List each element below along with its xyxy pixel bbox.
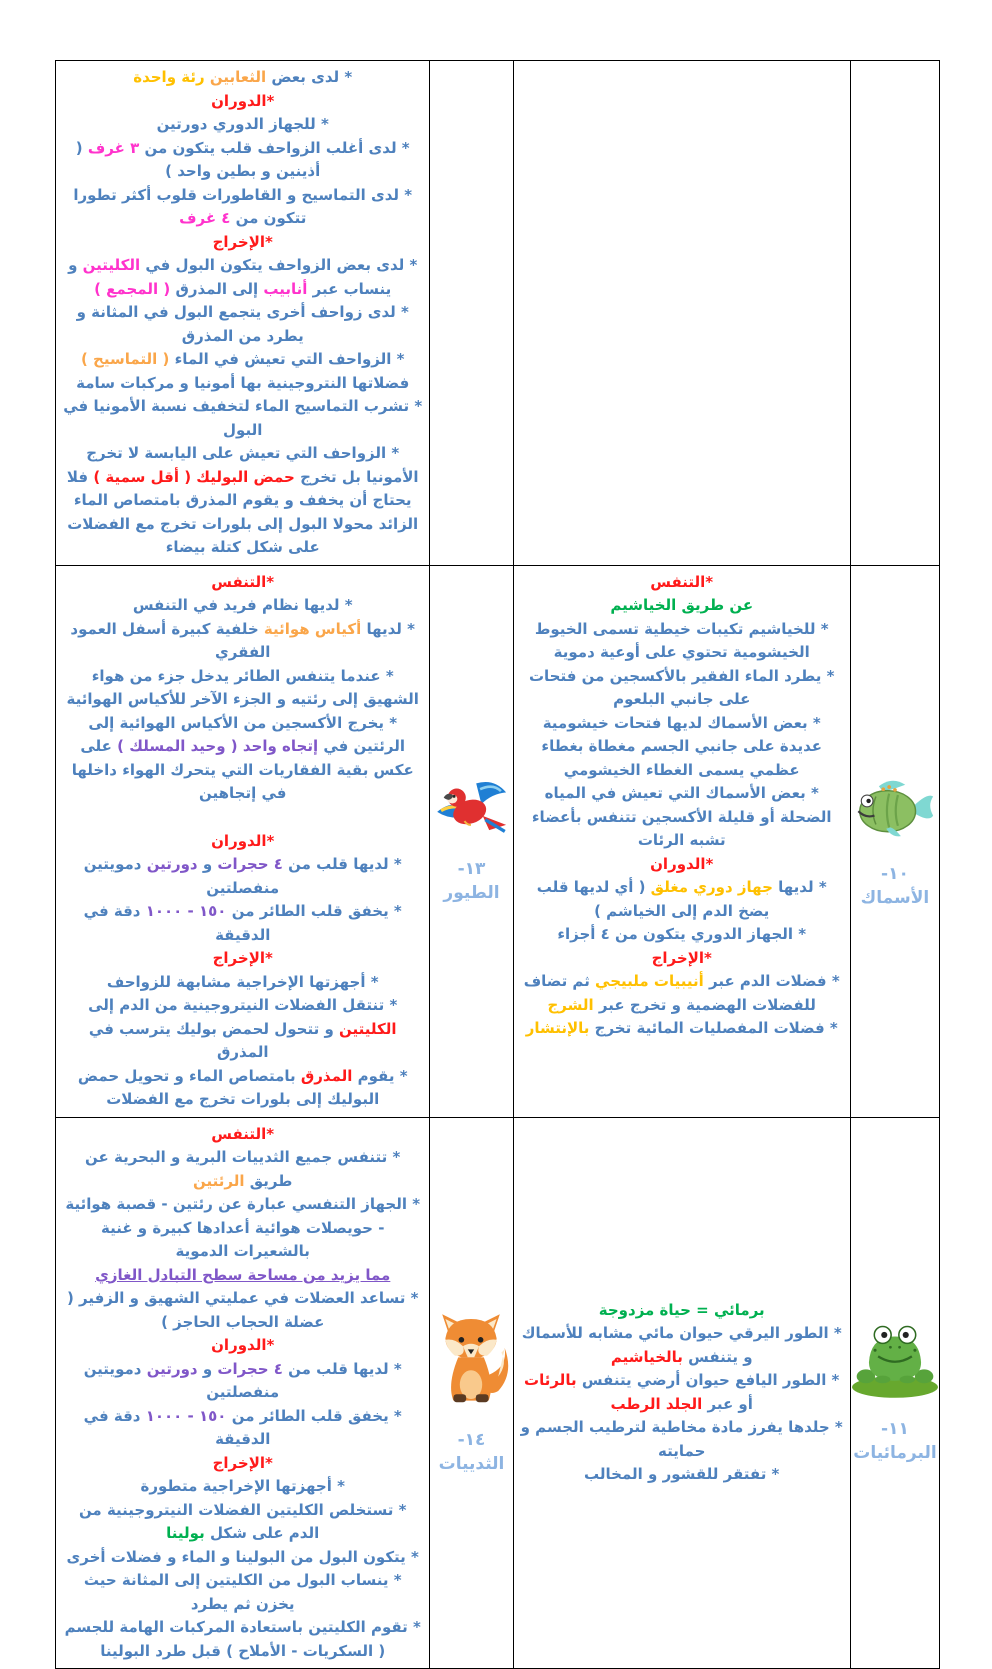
text-segment: * تتنفس جميع الثدييات البرية و البحرية عن طريق [85, 1148, 401, 1190]
note-line [521, 594, 843, 618]
text-segment: ٤ غرف [179, 209, 231, 227]
note-line [63, 66, 422, 90]
note-line [63, 1452, 422, 1476]
note-line [521, 712, 843, 783]
note-line [521, 571, 843, 595]
text-segment: أنابيب [263, 279, 308, 298]
table-row [56, 565, 940, 1117]
table-row [56, 61, 940, 566]
note-line [63, 1358, 422, 1405]
note-line [63, 1616, 422, 1663]
note-line [63, 1569, 422, 1616]
note-line [63, 994, 422, 1065]
note-line [521, 1322, 843, 1369]
fish-label-wrap [853, 773, 937, 909]
note-line [63, 90, 422, 114]
text-segment: *الإخراج [212, 1453, 273, 1472]
text-segment: فلا يحتاج أن يخفف و يقوم المذرق بامتصاص الماء الزائد محولا البول إلى بلورات تخرج مع الفضلات على شكل كتلة بيضاء [66, 467, 419, 556]
text-segment: * تشرب التماسيح الماء لتخفيف نسبة الأمونيا في البول [63, 397, 423, 439]
fish-label-title: الأسماك [860, 888, 930, 908]
amphibians-label-wrap [853, 1322, 937, 1464]
note-line [63, 830, 422, 854]
text-segment: إلى المذرق [170, 279, 264, 298]
text-segment: * يقوم [352, 1066, 408, 1085]
empty-cell-bird-label [430, 61, 513, 566]
fish-notes [513, 565, 850, 1117]
note-line [63, 395, 422, 442]
mammals-label [430, 1117, 513, 1669]
note-line [521, 970, 843, 1017]
text-segment: بالرئات [524, 1371, 577, 1390]
birds-label-wrap [432, 778, 510, 904]
mammals-label-number: ١٤- [457, 1429, 486, 1450]
text-segment: فضلاتها النتروجينية بها أمونيا و مركبات سامة [76, 373, 410, 392]
table-row [56, 1117, 940, 1669]
text-segment: * بعض الأسماك التي تعيش في المياه الضحلة أو قليلة الأكسجين تتنفس بأعضاء تشبه الرئات [531, 784, 832, 849]
text-segment: * تقوم الكليتين باستعادة المركبات الهامة للجسم ( السكريات - الأملاح ) قبل طرد البولينا [64, 1618, 421, 1660]
text-segment: ٤ حجرات [217, 1359, 283, 1378]
note-line [521, 618, 843, 665]
text-segment: * عندما يتنفس الطائر يدخل جزء من هواء الشهيق إلى رئتيه و الجزء الآخر للأكياس الهوائية [66, 666, 419, 708]
note-line [63, 1193, 422, 1264]
text-segment: * يخرج الأكسجين من الأكياس الهوائية إلى الرئتين في [88, 713, 406, 755]
text-segment: بولينا [166, 1524, 205, 1542]
text-segment: * لدى أغلب الزواحف قلب يتكون من [139, 138, 410, 157]
text-segment: * فضلات الدم عبر [703, 972, 840, 990]
note-line [63, 665, 422, 712]
note-line [63, 1499, 422, 1546]
note-line [521, 665, 843, 712]
amphibians-notes [513, 1117, 850, 1669]
text-segment: * تفتقر للقشور و المخالب [584, 1465, 780, 1484]
text-segment: * للجهاز الدوري دورتين [156, 115, 329, 133]
note-line [521, 923, 843, 947]
text-segment: * لدى زواحف أخرى يتجمع البول في المثانة و يطرد من المذرق [76, 303, 409, 345]
text-segment: * تنتقل الفضلات النيتروجينية من الدم إلى [88, 996, 398, 1014]
text-segment: دقة في الدقيقة [83, 1406, 271, 1448]
text-segment: بالخياشيم [610, 1347, 683, 1366]
note-line [521, 1463, 843, 1487]
text-segment: * لديها [772, 878, 827, 896]
text-segment: * تساعد العضلات في عمليتي الشهيق و الزفير ( عضلة الحجاب الحاجز ) [66, 1289, 419, 1331]
note-line [63, 1287, 422, 1334]
text-segment: * لدى التماسيح و القاطورات قلوب أكثر تطورا تتكون من [73, 185, 413, 227]
text-segment: * لدى بعض الزواحف يتكون البول في [140, 256, 418, 274]
text-segment: أنيبيات ملبيجي [595, 972, 704, 990]
text-segment: جهاز دوري مغلق [650, 878, 773, 896]
text-segment: ١٥٠ - ١٠٠٠ [145, 1406, 227, 1425]
text-segment: ( أي لديها قلب يضخ الدم إلى الخياشم ) [536, 878, 770, 920]
text-segment: * الطور اليافع حيوان أرضي يتنفس [576, 1371, 840, 1390]
text-segment: * لديها [361, 619, 416, 638]
text-segment: الشرج [547, 995, 594, 1014]
text-segment: * يطرد الماء الفقير بالأكسجين من فتحات على جانبي البلعوم [528, 666, 835, 708]
notes-table [55, 60, 940, 1669]
text-segment: بامتصاص الماء و تحويل حمض البوليك إلى بلورات تخرج مع الفضلات [77, 1066, 380, 1108]
text-segment: الكليتين [82, 256, 141, 274]
text-segment: دورتين [146, 1359, 198, 1378]
mammals-label-wrap [432, 1311, 510, 1475]
text-segment: دقة في الدقيقة [83, 902, 271, 944]
note-line [63, 184, 422, 231]
text-segment: * تستخلص الكليتين الفضلات النيتروجينية من الدم على شكل [78, 1500, 407, 1542]
text-segment: ( أذينين و بطين واحد ) [75, 138, 321, 180]
text-segment: * جلدها يفرز مادة مخاطية لترطيب الجسم و حمايته [520, 1418, 843, 1460]
text-segment: الثعابين [209, 68, 267, 86]
amphibians-label-number: ١١- [881, 1418, 909, 1439]
text-segment: * بعض الأسماك لديها فتحات خيشومية عديدة على جانبي الجسم مغطاة بغطاء عظمي يسمى الغطاء الخيشومي [541, 713, 822, 779]
text-segment: دورتين [146, 855, 198, 873]
text-segment: دمويتين منفصلتين [83, 855, 280, 897]
note-line [63, 348, 422, 395]
text-segment: على عكس بقية الفقاريات التي يتحرك الهواء داخلها في إتجاهين [71, 737, 414, 802]
text-segment: * الجهاز التنفسي عبارة عن رئتين - قصبة هوائية - حويصلات هوائية أعدادها كبيرة و غنية بالشعيرات الدموية [65, 1195, 421, 1260]
text-segment: و تتحول لحمض بوليك يترسب في المذرق [88, 1019, 339, 1061]
text-segment: * الجهاز الدوري يتكون من ٤ أجزاء [557, 925, 807, 943]
text-segment: مما يزيد من مساحة سطح التبادل الغازي [95, 1265, 391, 1284]
text-segment: و ينساب عبر [68, 256, 392, 298]
fox-icon [431, 1311, 511, 1411]
text-segment: *الإخراج [212, 232, 273, 251]
text-segment: *الدوران [650, 854, 714, 873]
fish-label-number: ١٠- [881, 864, 909, 884]
text-segment: * لديها قلب من [282, 855, 402, 873]
text-segment: المذرق [300, 1066, 353, 1085]
reptiles-notes [56, 61, 430, 566]
text-segment: * لديها قلب من [282, 1359, 402, 1378]
text-segment: * فضلات المفصليات المائية تخرج [589, 1019, 838, 1037]
text-segment: * يخفق قلب الطائر من [226, 902, 402, 920]
text-segment: و [197, 855, 218, 873]
text-segment: ثم تضاف للفضلات الهضمية و تخرج عبر [523, 972, 816, 1014]
note-line [63, 853, 422, 900]
empty-cell-fish-label [850, 61, 939, 566]
birds-notes [56, 565, 430, 1117]
note-line [521, 1299, 843, 1323]
note-line [521, 1017, 843, 1041]
text-segment: *الدوران [211, 831, 275, 850]
text-segment: الجلد الرطب [610, 1394, 703, 1413]
text-segment: ٣ غرف [87, 138, 140, 157]
text-segment: * لدى بعض [266, 68, 353, 86]
fish-icon [851, 773, 939, 845]
text-segment: دمويتين منفصلتين [83, 1359, 280, 1401]
text-segment: * الزواحف التي تعيش على اليابسة لا تخرج الأمونيا بل تخرج [86, 444, 419, 486]
note-line [63, 806, 422, 830]
fish-label [850, 565, 939, 1117]
text-segment: * للخياشيم تكيبات خيطية تسمى الخيوط الخيشومية تحتوي على أوعية دموية [534, 619, 829, 661]
text-segment: أو عبر [702, 1394, 753, 1413]
amphibians-label-title: البرمائيات [853, 1442, 937, 1463]
text-segment: *التنفس [650, 572, 714, 591]
note-line [63, 971, 422, 995]
text-segment: الرئتين [193, 1171, 245, 1190]
text-segment: *الإخراج [212, 949, 273, 967]
note-line [521, 1369, 843, 1416]
parrot-icon [432, 778, 510, 840]
note-line [63, 231, 422, 255]
note-line [63, 1475, 422, 1499]
note-line [63, 594, 422, 618]
note-line [63, 618, 422, 665]
text-segment: * لديها نظام فريد في التنفس [132, 596, 353, 614]
note-line [63, 254, 422, 301]
text-segment: أكياس هوائية [263, 619, 362, 638]
text-segment: رئة واحدة [133, 68, 205, 86]
note-line [521, 947, 843, 971]
text-segment: *الدوران [211, 91, 275, 110]
note-line [63, 712, 422, 806]
text-segment: ٤ حجرات [217, 855, 283, 873]
note-line [63, 301, 422, 348]
mammals-notes [56, 1117, 430, 1669]
text-segment: * يخفق قلب الطائر من [226, 1406, 402, 1425]
text-segment: ( التماسيح ) [80, 350, 170, 368]
note-line [521, 853, 843, 877]
note-line [63, 1546, 422, 1570]
note-line [63, 137, 422, 184]
note-line [63, 1405, 422, 1452]
text-segment: بالإنتشار [525, 1019, 590, 1037]
mammals-label-title: الثدييات [438, 1453, 505, 1474]
text-segment: * يتكون البول من البولينا و الماء و فضلات أخرى [66, 1547, 419, 1566]
text-segment: إتجاه واحد ( وحيد المسلك ) [117, 737, 319, 755]
text-segment: * أجهزتها الإخراجية متطورة [140, 1477, 345, 1495]
note-line [63, 1264, 422, 1288]
birds-label-title: الطيور [443, 883, 500, 903]
note-line [63, 113, 422, 137]
birds-label [430, 565, 513, 1117]
text-segment: حمض البوليك ( أقل سمية ) [93, 467, 295, 486]
empty-cell-fish-content [513, 61, 850, 566]
amphibians-label [850, 1117, 939, 1669]
text-segment: *الدوران [211, 1336, 275, 1354]
text-segment: ١٥٠ - ١٠٠٠ [145, 902, 227, 920]
text-segment: *الإخراج [651, 948, 712, 967]
note-line [521, 876, 843, 923]
frog-icon [850, 1322, 939, 1400]
note-line [63, 571, 422, 595]
note-line [63, 1146, 422, 1193]
text-segment: * أجهزتها الإخراجية مشابهة للزواحف [106, 972, 379, 991]
text-segment: برمائي = حياة مزدوجة [598, 1300, 765, 1319]
note-line [63, 442, 422, 560]
note-line [521, 1416, 843, 1463]
note-line [63, 947, 422, 971]
text-segment: *التنفس [211, 1124, 275, 1143]
text-segment: و [197, 1359, 218, 1378]
birds-label-number: ١٣- [457, 859, 486, 879]
text-segment: *التنفس [211, 572, 275, 591]
text-segment: * الطور اليرقي حيوان مائي مشابه للأسماك و يتنفس [521, 1324, 842, 1366]
text-segment: الكليتين [339, 1019, 397, 1038]
note-line [63, 900, 422, 947]
note-line [63, 1334, 422, 1358]
note-line [521, 782, 843, 853]
note-line [63, 1065, 422, 1112]
note-line [63, 1123, 422, 1147]
text-segment: * ينساب البول من الكليتين إلى المثانة حيث يخزن ثم يطرد [83, 1571, 402, 1613]
text-segment: * الزواحف التي تعيش في الماء [169, 350, 405, 368]
text-segment: عن طريق الخياشيم [610, 596, 754, 614]
notes-table-wrapper [55, 60, 940, 1669]
text-segment: خلفية كبيرة أسفل العمود الفقري [70, 619, 271, 661]
text-segment: ( المجمع ) [94, 279, 171, 298]
